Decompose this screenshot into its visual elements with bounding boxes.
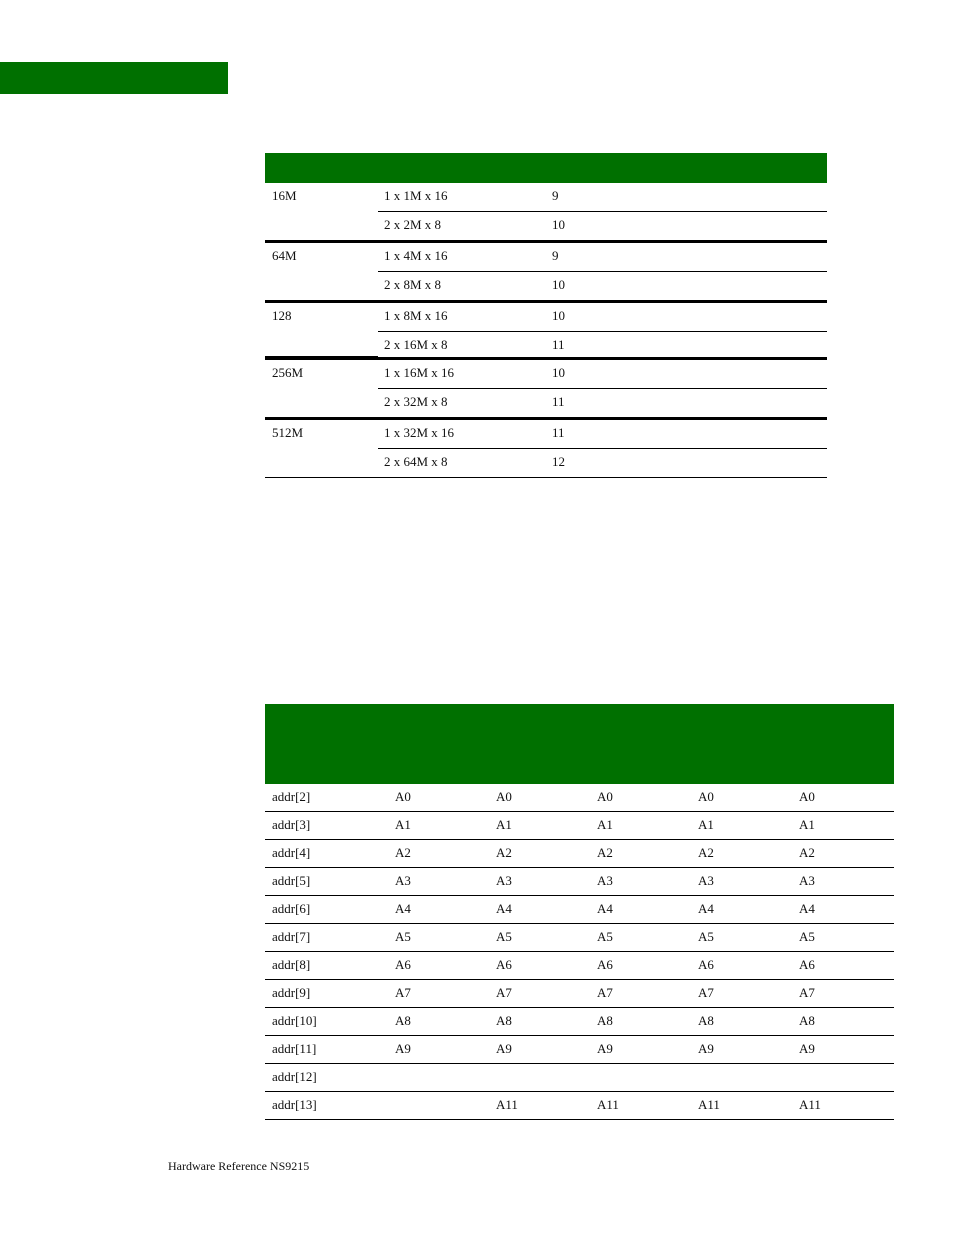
table-row bbox=[378, 420, 827, 449]
value-cell: 11 bbox=[552, 394, 565, 409]
mapping-cell: A6 bbox=[395, 957, 411, 972]
table-row bbox=[265, 1036, 894, 1064]
mapping-cell: A1 bbox=[799, 817, 815, 832]
mapping-cell: A5 bbox=[698, 929, 714, 944]
memory-size: 16M bbox=[272, 188, 297, 203]
mapping-cell: A8 bbox=[597, 1013, 613, 1028]
mapping-cell: A6 bbox=[597, 957, 613, 972]
value-cell: 10 bbox=[552, 308, 565, 323]
page-footer: Hardware Reference NS9215 bbox=[168, 1159, 310, 1173]
address-cell: addr[13] bbox=[272, 1097, 317, 1112]
table-group bbox=[265, 183, 827, 240]
config-cell: 2 x 16M x 8 bbox=[384, 337, 448, 352]
mapping-cell: A11 bbox=[799, 1097, 821, 1112]
mapping-cell: A7 bbox=[496, 985, 512, 1000]
mapping-cell: A8 bbox=[799, 1013, 815, 1028]
mapping-cell: A7 bbox=[597, 985, 613, 1000]
value-cell: 10 bbox=[552, 277, 565, 292]
address-cell: addr[6] bbox=[272, 901, 311, 916]
table-group bbox=[265, 417, 827, 477]
table-row bbox=[265, 812, 894, 840]
table-row bbox=[378, 243, 827, 272]
table-group bbox=[265, 240, 827, 300]
table-body bbox=[265, 784, 894, 1120]
address-cell: addr[3] bbox=[272, 817, 311, 832]
table-row bbox=[265, 980, 894, 1008]
mapping-cell: A5 bbox=[799, 929, 815, 944]
address-cell: addr[5] bbox=[272, 873, 311, 888]
table-row bbox=[265, 840, 894, 868]
mapping-cell: A4 bbox=[799, 901, 815, 916]
mapping-cell: A2 bbox=[597, 845, 613, 860]
mapping-cell: A2 bbox=[698, 845, 714, 860]
table-row bbox=[378, 212, 827, 240]
table-row bbox=[378, 303, 827, 332]
table-row bbox=[265, 924, 894, 952]
address-mapping-table bbox=[265, 704, 894, 1120]
mapping-cell: A7 bbox=[395, 985, 411, 1000]
address-cell: addr[10] bbox=[272, 1013, 317, 1028]
memory-size: 512M bbox=[272, 425, 304, 440]
table-row bbox=[265, 1092, 894, 1120]
config-cell: 2 x 32M x 8 bbox=[384, 394, 448, 409]
mapping-cell: A9 bbox=[698, 1041, 714, 1056]
value-cell: 9 bbox=[552, 248, 559, 263]
table-group bbox=[265, 360, 827, 417]
value-cell: 10 bbox=[552, 365, 565, 380]
mapping-cell: A4 bbox=[395, 901, 411, 916]
config-cell: 1 x 4M x 16 bbox=[384, 248, 448, 263]
mapping-cell: A8 bbox=[698, 1013, 714, 1028]
address-cell: addr[12] bbox=[272, 1069, 317, 1084]
config-cell: 1 x 1M x 16 bbox=[384, 188, 448, 203]
mapping-cell: A4 bbox=[597, 901, 613, 916]
memory-size: 64M bbox=[272, 248, 297, 263]
mapping-cell: A1 bbox=[597, 817, 613, 832]
mapping-cell: A7 bbox=[799, 985, 815, 1000]
mapping-cell: A0 bbox=[799, 789, 815, 804]
memory-size: 256M bbox=[272, 365, 304, 380]
table-row bbox=[378, 183, 827, 212]
config-cell: 1 x 8M x 16 bbox=[384, 308, 448, 323]
table-row bbox=[378, 272, 827, 300]
address-cell: addr[2] bbox=[272, 789, 311, 804]
mapping-cell: A0 bbox=[496, 789, 512, 804]
table-row bbox=[378, 389, 827, 417]
mapping-cell: A3 bbox=[698, 873, 714, 888]
table-row bbox=[378, 360, 827, 389]
config-cell: 1 x 16M x 16 bbox=[384, 365, 455, 380]
value-cell: 11 bbox=[552, 425, 565, 440]
table-row bbox=[265, 868, 894, 896]
table-row bbox=[378, 332, 827, 360]
mapping-cell: A2 bbox=[799, 845, 815, 860]
address-cell: addr[7] bbox=[272, 929, 311, 944]
table-row bbox=[265, 952, 894, 980]
mapping-cell: A8 bbox=[395, 1013, 411, 1028]
table-row bbox=[265, 784, 894, 812]
mapping-cell: A2 bbox=[496, 845, 512, 860]
mapping-cell: A1 bbox=[698, 817, 714, 832]
table-header bbox=[265, 153, 827, 183]
mapping-cell: A1 bbox=[395, 817, 411, 832]
mapping-cell: A6 bbox=[698, 957, 714, 972]
mapping-cell: A9 bbox=[395, 1041, 411, 1056]
address-cell: addr[11] bbox=[272, 1041, 317, 1056]
mapping-cell: A5 bbox=[395, 929, 411, 944]
mapping-cell: A0 bbox=[597, 789, 613, 804]
table-group bbox=[265, 300, 827, 360]
mapping-cell: A3 bbox=[799, 873, 815, 888]
value-cell: 10 bbox=[552, 217, 565, 232]
table-row bbox=[378, 449, 827, 477]
mapping-cell: A5 bbox=[496, 929, 512, 944]
value-cell: 9 bbox=[552, 188, 559, 203]
mapping-cell: A7 bbox=[698, 985, 714, 1000]
mapping-cell: A0 bbox=[698, 789, 714, 804]
address-cell: addr[8] bbox=[272, 957, 311, 972]
mapping-cell: A8 bbox=[496, 1013, 512, 1028]
table-header bbox=[265, 704, 894, 784]
mapping-cell: A0 bbox=[395, 789, 411, 804]
config-cell: 1 x 32M x 16 bbox=[384, 425, 455, 440]
mapping-cell: A3 bbox=[496, 873, 512, 888]
memory-size: 128 bbox=[272, 308, 292, 323]
address-cell: addr[4] bbox=[272, 845, 311, 860]
memory-config-table bbox=[265, 153, 827, 478]
config-cell: 2 x 64M x 8 bbox=[384, 454, 448, 469]
mapping-cell: A2 bbox=[395, 845, 411, 860]
mapping-cell: A9 bbox=[799, 1041, 815, 1056]
mapping-cell: A1 bbox=[496, 817, 512, 832]
chapter-tab bbox=[0, 62, 228, 94]
mapping-cell: A5 bbox=[597, 929, 613, 944]
mapping-cell: A6 bbox=[496, 957, 512, 972]
table-row bbox=[265, 1064, 894, 1092]
mapping-cell: A3 bbox=[395, 873, 411, 888]
mapping-cell: A3 bbox=[597, 873, 613, 888]
mapping-cell: A4 bbox=[698, 901, 714, 916]
table-bottom-rule bbox=[265, 477, 827, 478]
mapping-cell: A9 bbox=[597, 1041, 613, 1056]
value-cell: 12 bbox=[552, 454, 565, 469]
mapping-cell: A11 bbox=[496, 1097, 518, 1112]
mapping-cell: A11 bbox=[597, 1097, 619, 1112]
mapping-cell: A6 bbox=[799, 957, 815, 972]
mapping-cell: A9 bbox=[496, 1041, 512, 1056]
mapping-cell: A4 bbox=[496, 901, 512, 916]
table-row bbox=[265, 1008, 894, 1036]
table-row bbox=[265, 896, 894, 924]
config-cell: 2 x 2M x 8 bbox=[384, 217, 442, 232]
config-cell: 2 x 8M x 8 bbox=[384, 277, 442, 292]
value-cell: 11 bbox=[552, 337, 565, 352]
address-cell: addr[9] bbox=[272, 985, 311, 1000]
mapping-cell: A11 bbox=[698, 1097, 720, 1112]
